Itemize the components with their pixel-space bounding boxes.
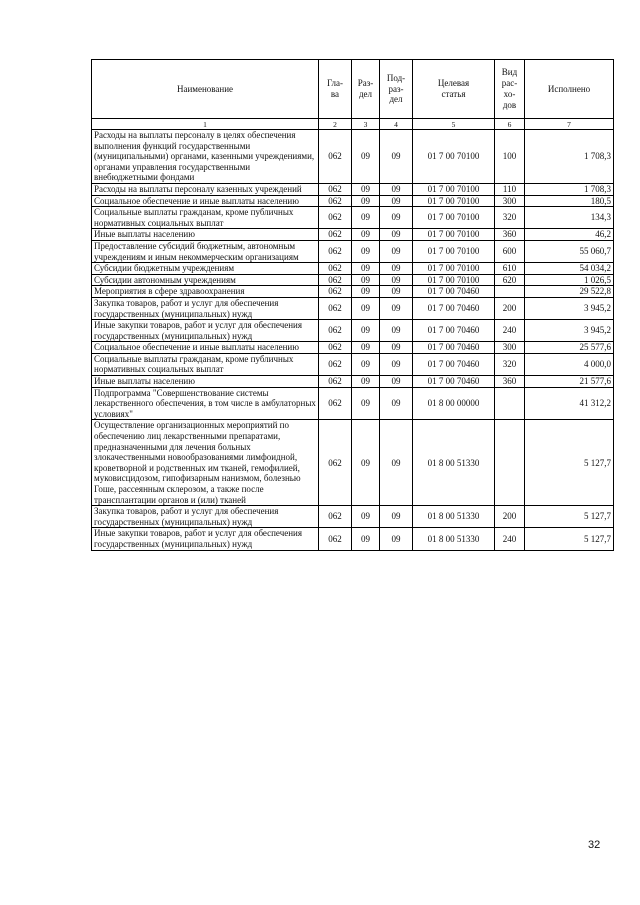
header-glava: Гла- ва [319, 60, 352, 119]
cell-amount: 180,5 [525, 195, 614, 207]
cell-target: 01 7 00 70100 [413, 207, 495, 229]
table-row [92, 297, 614, 319]
cell-razdel: 09 [352, 207, 380, 229]
column-number: 6 [495, 119, 525, 130]
cell-vid [495, 387, 525, 420]
cell-glava: 062 [319, 274, 352, 286]
table-row [92, 130, 614, 184]
cell-glava: 062 [319, 376, 352, 388]
cell-amount: 5 127,7 [525, 528, 614, 550]
header-amount: Исполнено [525, 60, 614, 119]
cell-amount: 5 127,7 [525, 420, 614, 506]
budget-table [91, 59, 614, 551]
cell-name: Предоставление субсидий бюджетным, автономным учреждениям и иным некоммерческим организациям [92, 240, 319, 262]
cell-razdel: 09 [352, 528, 380, 550]
cell-podrazdel: 09 [380, 387, 413, 420]
table-row [92, 506, 614, 528]
table-row [92, 229, 614, 241]
cell-amount: 1 708,3 [525, 130, 614, 184]
cell-name: Иные выплаты населению [92, 229, 319, 241]
cell-vid: 100 [495, 130, 525, 184]
column-number-row [92, 119, 614, 130]
cell-amount: 5 127,7 [525, 506, 614, 528]
column-number: 1 [92, 119, 319, 130]
cell-target: 01 7 00 70460 [413, 286, 495, 298]
table-row [92, 274, 614, 286]
table-row [92, 528, 614, 550]
table-row [92, 240, 614, 262]
table-row [92, 286, 614, 298]
table-row [92, 353, 614, 375]
cell-glava: 062 [319, 195, 352, 207]
cell-glava: 062 [319, 207, 352, 229]
cell-vid [495, 286, 525, 298]
cell-razdel: 09 [352, 376, 380, 388]
header-vid: Вид рас- хо- дов [495, 60, 525, 119]
table-row [92, 320, 614, 342]
table-row [92, 387, 614, 420]
cell-name: Иные закупки товаров, работ и услуг для обеспечения государственных (муниципальных) нужд [92, 528, 319, 550]
cell-name: Иные закупки товаров, работ и услуг для обеспечения государственных (муниципальных) нужд [92, 320, 319, 342]
cell-podrazdel: 09 [380, 207, 413, 229]
cell-razdel: 09 [352, 286, 380, 298]
cell-podrazdel: 09 [380, 229, 413, 241]
cell-amount: 3 945,2 [525, 297, 614, 319]
cell-amount: 3 945,2 [525, 320, 614, 342]
cell-amount: 134,3 [525, 207, 614, 229]
table-row [92, 342, 614, 354]
table-row [92, 376, 614, 388]
cell-target: 01 7 00 70100 [413, 240, 495, 262]
cell-podrazdel: 09 [380, 240, 413, 262]
cell-name: Мероприятия в сфере здравоохранения [92, 286, 319, 298]
cell-name: Подпрограмма "Совершенствование системы лекарственного обеспечения, в том числе в амбулаторных условиях" [92, 387, 319, 420]
header-target: Целевая статья [413, 60, 495, 119]
cell-podrazdel: 09 [380, 342, 413, 354]
cell-target: 01 7 00 70460 [413, 376, 495, 388]
cell-vid: 600 [495, 240, 525, 262]
cell-razdel: 09 [352, 420, 380, 506]
cell-razdel: 09 [352, 506, 380, 528]
cell-amount: 1 708,3 [525, 183, 614, 195]
cell-name: Расходы на выплаты персоналу казенных учреждений [92, 183, 319, 195]
cell-name: Закупка товаров, работ и услуг для обеспечения государственных (муниципальных) нужд [92, 297, 319, 319]
cell-target: 01 7 00 70100 [413, 229, 495, 241]
column-number: 4 [380, 119, 413, 130]
table-row [92, 195, 614, 207]
cell-glava: 062 [319, 320, 352, 342]
cell-target: 01 8 00 51330 [413, 506, 495, 528]
cell-amount: 29 522,8 [525, 286, 614, 298]
header-podrazdel: Под- раз- дел [380, 60, 413, 119]
cell-podrazdel: 09 [380, 183, 413, 195]
cell-target: 01 8 00 00000 [413, 387, 495, 420]
cell-razdel: 09 [352, 263, 380, 275]
cell-vid: 360 [495, 229, 525, 241]
cell-vid: 240 [495, 528, 525, 550]
cell-amount: 54 034,2 [525, 263, 614, 275]
cell-razdel: 09 [352, 353, 380, 375]
column-number: 5 [413, 119, 495, 130]
cell-target: 01 8 00 51330 [413, 420, 495, 506]
cell-name: Расходы на выплаты персоналу в целях обеспечения выполнения функций государственными (муниципальными) органами, казенными учреждениями, органами управления государственными внебюджетными фондами [92, 130, 319, 184]
cell-razdel: 09 [352, 240, 380, 262]
cell-vid: 300 [495, 195, 525, 207]
cell-podrazdel: 09 [380, 263, 413, 275]
cell-glava: 062 [319, 420, 352, 506]
cell-amount: 4 000,0 [525, 353, 614, 375]
cell-vid: 320 [495, 353, 525, 375]
cell-vid: 320 [495, 207, 525, 229]
cell-vid: 300 [495, 342, 525, 354]
cell-razdel: 09 [352, 320, 380, 342]
cell-podrazdel: 09 [380, 130, 413, 184]
cell-name: Осуществление организационных мероприятий по обеспечению лиц лекарственными препаратами, предназначенными для лечения больных злокачественными новообразованиями лимфоидной, кроветворной и родственных им тканей, гемофилией, муковисцидозом, гипофизарным нанизмом, болезнью Гоше, рассеянным склерозом, а также после трансплантации органов и (или) тканей [92, 420, 319, 506]
cell-podrazdel: 09 [380, 420, 413, 506]
cell-glava: 062 [319, 130, 352, 184]
cell-razdel: 09 [352, 229, 380, 241]
table-body [92, 119, 614, 551]
cell-target: 01 8 00 51330 [413, 528, 495, 550]
cell-glava: 062 [319, 286, 352, 298]
cell-target: 01 7 00 70100 [413, 263, 495, 275]
cell-vid [495, 420, 525, 506]
column-number: 3 [352, 119, 380, 130]
cell-amount: 1 026,5 [525, 274, 614, 286]
cell-name: Субсидии автономным учреждениям [92, 274, 319, 286]
cell-name: Иные выплаты населению [92, 376, 319, 388]
table-header-row [92, 60, 614, 119]
column-number: 7 [525, 119, 614, 130]
cell-glava: 062 [319, 387, 352, 420]
cell-target: 01 7 00 70100 [413, 195, 495, 207]
cell-glava: 062 [319, 342, 352, 354]
cell-glava: 062 [319, 353, 352, 375]
cell-target: 01 7 00 70100 [413, 183, 495, 195]
cell-vid: 240 [495, 320, 525, 342]
cell-podrazdel: 09 [380, 274, 413, 286]
cell-target: 01 7 00 70460 [413, 297, 495, 319]
cell-name: Социальные выплаты гражданам, кроме публичных нормативных социальных выплат [92, 207, 319, 229]
cell-name: Социальное обеспечение и иные выплаты населению [92, 342, 319, 354]
cell-podrazdel: 09 [380, 353, 413, 375]
cell-podrazdel: 09 [380, 286, 413, 298]
cell-razdel: 09 [352, 274, 380, 286]
cell-glava: 062 [319, 183, 352, 195]
cell-amount: 41 312,2 [525, 387, 614, 420]
cell-amount: 46,2 [525, 229, 614, 241]
cell-amount: 21 577,6 [525, 376, 614, 388]
cell-vid: 610 [495, 263, 525, 275]
cell-podrazdel: 09 [380, 506, 413, 528]
cell-razdel: 09 [352, 342, 380, 354]
cell-target: 01 7 00 70460 [413, 320, 495, 342]
cell-razdel: 09 [352, 195, 380, 207]
cell-name: Социальное обеспечение и иные выплаты населению [92, 195, 319, 207]
cell-glava: 062 [319, 240, 352, 262]
cell-podrazdel: 09 [380, 195, 413, 207]
cell-vid: 620 [495, 274, 525, 286]
cell-razdel: 09 [352, 130, 380, 184]
cell-amount: 25 577,6 [525, 342, 614, 354]
cell-glava: 062 [319, 528, 352, 550]
cell-podrazdel: 09 [380, 320, 413, 342]
cell-razdel: 09 [352, 297, 380, 319]
cell-target: 01 7 00 70100 [413, 274, 495, 286]
cell-glava: 062 [319, 506, 352, 528]
cell-podrazdel: 09 [380, 376, 413, 388]
cell-vid: 200 [495, 506, 525, 528]
cell-glava: 062 [319, 263, 352, 275]
cell-target: 01 7 00 70100 [413, 130, 495, 184]
cell-vid: 360 [495, 376, 525, 388]
cell-vid: 200 [495, 297, 525, 319]
cell-amount: 55 060,7 [525, 240, 614, 262]
table-row [92, 420, 614, 506]
cell-name: Субсидии бюджетным учреждениям [92, 263, 319, 275]
cell-glava: 062 [319, 229, 352, 241]
cell-target: 01 7 00 70460 [413, 342, 495, 354]
cell-target: 01 7 00 70460 [413, 353, 495, 375]
page-number: 32 [588, 839, 601, 851]
header-razdel: Раз- дел [352, 60, 380, 119]
cell-podrazdel: 09 [380, 528, 413, 550]
cell-name: Социальные выплаты гражданам, кроме публичных нормативных социальных выплат [92, 353, 319, 375]
cell-name: Закупка товаров, работ и услуг для обеспечения государственных (муниципальных) нужд [92, 506, 319, 528]
cell-glava: 062 [319, 297, 352, 319]
column-number: 2 [319, 119, 352, 130]
cell-vid: 110 [495, 183, 525, 195]
cell-razdel: 09 [352, 387, 380, 420]
header-name: Наименование [92, 60, 319, 119]
table-row [92, 183, 614, 195]
table-row [92, 263, 614, 275]
table-row [92, 207, 614, 229]
cell-podrazdel: 09 [380, 297, 413, 319]
cell-razdel: 09 [352, 183, 380, 195]
